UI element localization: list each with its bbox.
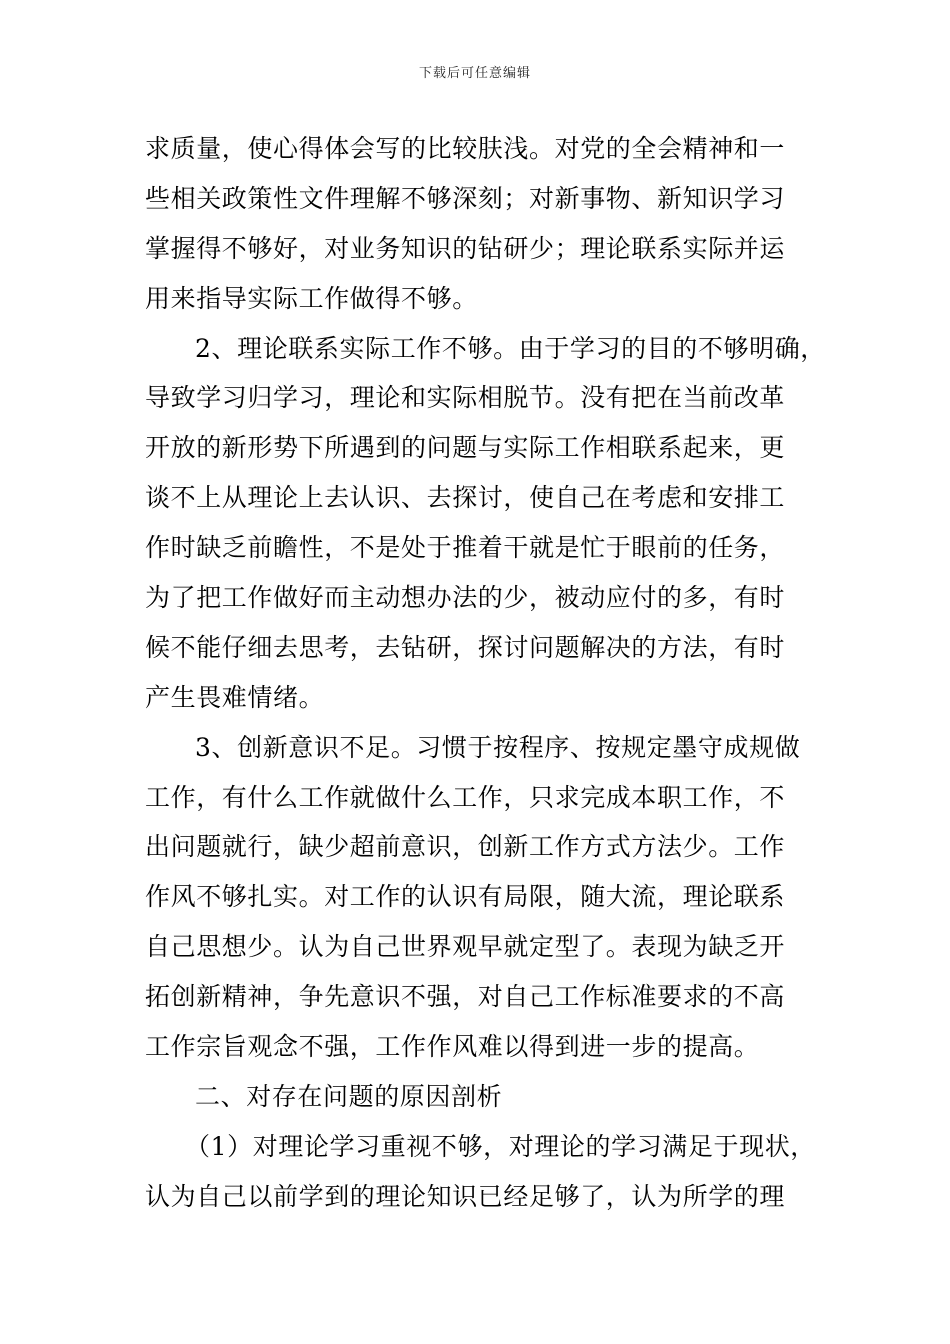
text-line: 2、理论联系实际工作不够。由于学习的目的不够明确， [195,333,826,363]
text-line: （1）对理论学习重视不够，对理论的学习满足于现状， [185,1131,816,1161]
text-line: 些相关政策性文件理解不够深刻；对新事物、新知识学习 [145,183,786,213]
text-line: 用来指导实际工作做得不够。 [145,283,478,313]
text-line: 出问题就行，缺少超前意识，创新工作方式方法少。工作 [145,832,786,862]
page-header: 下载后可任意编辑 [418,66,531,81]
text-line: 候不能仔细去思考，去钻研，探讨问题解决的方法，有时 [145,632,786,662]
text-line: 产生畏难情绪。 [145,682,325,712]
text-line: 工作，有什么工作就做什么工作，只求完成本职工作，不 [145,782,786,812]
text-line: 求质量，使心得体会写的比较肤浅。对党的全会精神和一 [145,134,786,163]
text-line: 开放的新形势下所遇到的问题与实际工作相联系起来，更 [145,433,786,463]
text-line: 为了把工作做好而主动想办法的少，被动应付的多，有时 [145,583,786,613]
text-line: 工作宗旨观念不强，工作作风难以得到进一步的提高。 [145,1032,760,1062]
text-line: 掌握得不够好，对业务知识的钻研少；理论联系实际并运 [145,233,786,263]
text-line: 拓创新精神，争先意识不强，对自己工作标准要求的不高 [145,982,786,1012]
section-heading: 二、对存在问题的原因剖析 [195,1081,503,1111]
text-line: 3、创新意识不足。习惯于按程序、按规定墨守成规做 [195,732,801,762]
text-line: 谈不上从理论上去认识、去探讨，使自己在考虑和安排工 [145,483,786,513]
text-line: 认为自己以前学到的理论知识已经足够了，认为所学的理 [145,1181,786,1211]
text-line: 导致学习归学习，理论和实际相脱节。没有把在当前改革 [145,383,786,413]
text-line: 自己思想少。认为自己世界观早就定型了。表现为缺乏开 [145,932,786,962]
document-body [145,124,826,1222]
text-line: 作风不够扎实。对工作的认识有局限，随大流，理论联系 [145,882,786,912]
text-line: 作时缺乏前瞻性，不是处于推着干就是忙于眼前的任务， [145,533,786,563]
